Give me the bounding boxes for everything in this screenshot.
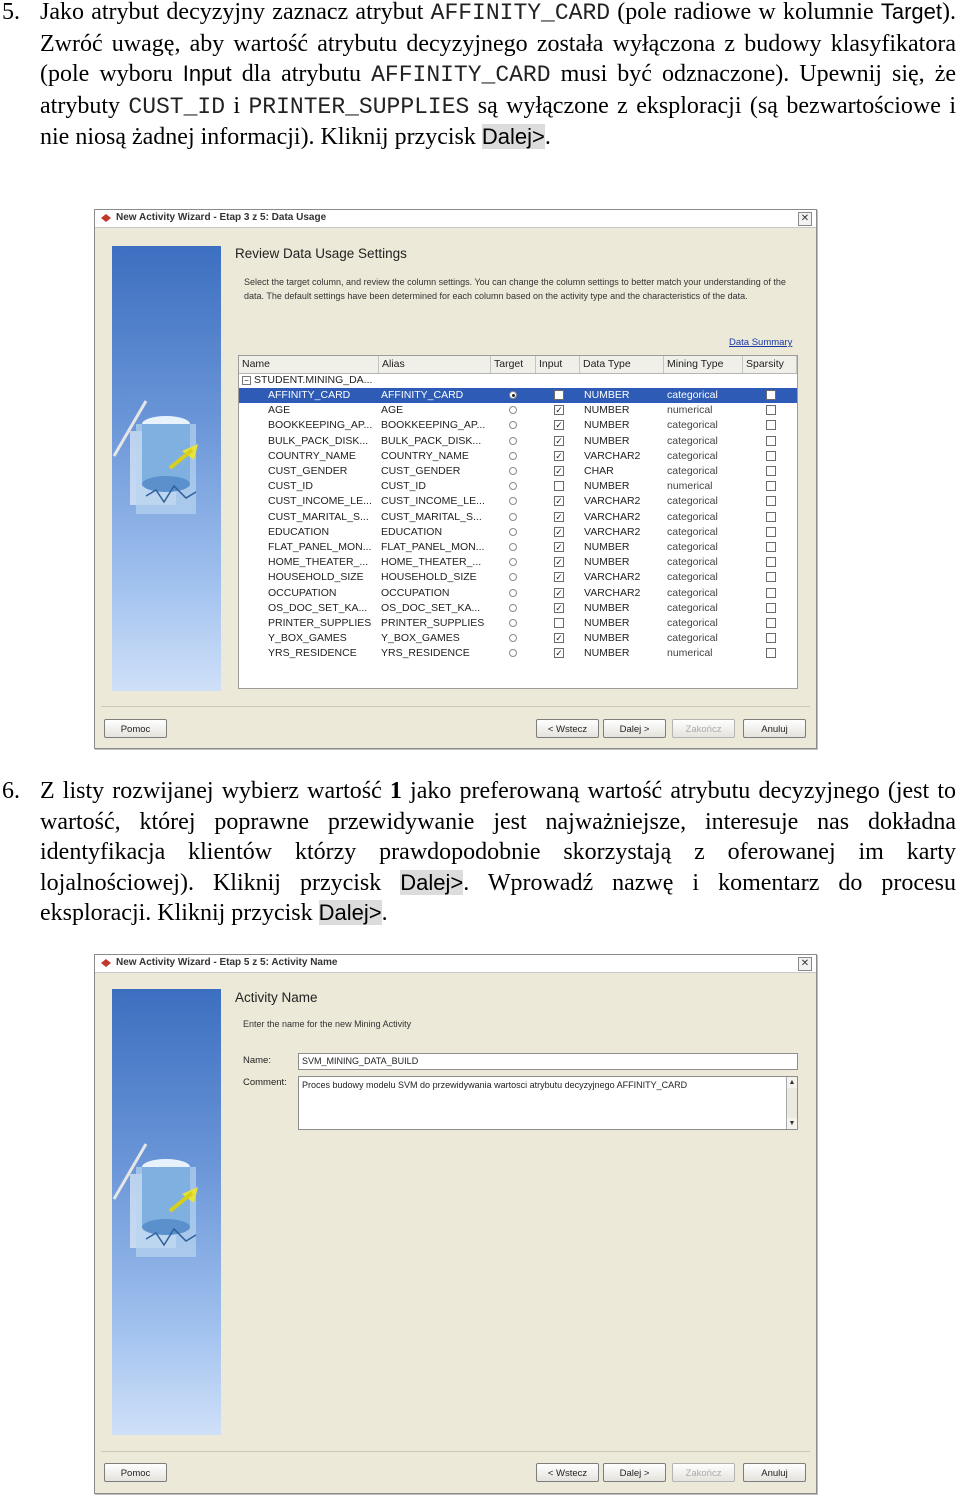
sparsity-checkbox[interactable] bbox=[766, 390, 776, 400]
cell-name: CUST_GENDER bbox=[268, 465, 348, 477]
cell-name: HOME_THEATER_... bbox=[268, 556, 369, 569]
preferred-value: 1 bbox=[389, 778, 402, 804]
attribute-name: CUST_ID bbox=[128, 93, 226, 120]
cell-mining-type[interactable]: categorical bbox=[667, 632, 718, 645]
cell-data-type: NUMBER bbox=[584, 389, 630, 401]
name-label: Name: bbox=[243, 1055, 271, 1066]
help-button[interactable]: Pomoc bbox=[104, 1463, 167, 1482]
sparsity-checkbox[interactable] bbox=[766, 496, 776, 506]
table-row[interactable] bbox=[239, 616, 797, 631]
sparsity-checkbox[interactable] bbox=[766, 527, 776, 537]
input-checkbox[interactable] bbox=[554, 390, 564, 400]
cell-mining-type[interactable]: categorical bbox=[667, 465, 718, 477]
input-checkbox[interactable]: ✓ bbox=[555, 420, 563, 431]
cell-alias[interactable]: FLAT_PANEL_MON... bbox=[381, 541, 485, 553]
cell-alias[interactable]: OS_DOC_SET_KA... bbox=[381, 601, 481, 614]
column-header-data-type[interactable]: Data Type bbox=[580, 356, 664, 373]
table-row[interactable] bbox=[239, 510, 797, 525]
cell-alias[interactable]: BULK_PACK_DISK... bbox=[381, 434, 482, 447]
sparsity-checkbox[interactable] bbox=[766, 512, 776, 522]
cell-mining-type[interactable]: categorical bbox=[667, 495, 718, 508]
cell-alias[interactable]: CUST_MARITAL_S... bbox=[381, 510, 482, 523]
input-checkbox[interactable]: ✓ bbox=[555, 648, 563, 659]
data-summary-link[interactable]: Data Summary bbox=[729, 337, 793, 348]
input-checkbox[interactable]: ✓ bbox=[555, 572, 563, 583]
button-separator bbox=[101, 706, 810, 707]
table-row[interactable] bbox=[239, 525, 797, 540]
input-checkbox[interactable]: ✓ bbox=[555, 633, 563, 644]
cell-alias[interactable]: AFFINITY_CARD bbox=[381, 389, 464, 401]
close-icon[interactable]: ✕ bbox=[798, 957, 812, 971]
table-row[interactable] bbox=[239, 388, 797, 403]
step-6-paragraph bbox=[0, 776, 958, 936]
cell-name: CUST_INCOME_LE... bbox=[268, 495, 372, 508]
cell-mining-type[interactable]: categorical bbox=[667, 571, 718, 584]
next-button-reference: Dalej> bbox=[481, 124, 545, 149]
wizard-window-data-usage bbox=[94, 209, 817, 749]
target-radio[interactable] bbox=[509, 421, 517, 429]
cell-alias[interactable]: OCCUPATION bbox=[381, 586, 450, 599]
wizard-side-graphic bbox=[112, 246, 221, 691]
input-checkbox[interactable]: ✓ bbox=[555, 587, 563, 598]
text-run: jako preferowaną wartość atrybutu decyzyjnego (jest to wartość, której poprawne przewidywanie jest najważniejsze, interesuje nas dokładna identyfikacja klientów którzy prawdopodobnie skorzystają z oferowanej im karty lojalnościowej). Kliknij przycisk bbox=[40, 778, 956, 896]
cell-alias[interactable]: CUST_ID bbox=[381, 480, 426, 493]
target-radio[interactable] bbox=[509, 543, 517, 551]
sparsity-checkbox[interactable] bbox=[766, 633, 776, 643]
text-run: są wyłączone z eksploracji (są bezwartościowe i nie niosą żadnej informacji). Kliknij przycisk bbox=[40, 92, 956, 150]
target-radio[interactable] bbox=[509, 513, 517, 521]
step-5-paragraph bbox=[0, 0, 958, 187]
target-radio[interactable] bbox=[509, 467, 517, 475]
cell-name: BOOKKEEPING_AP... bbox=[268, 419, 373, 432]
cell-name: EDUCATION bbox=[268, 525, 330, 538]
cell-alias[interactable]: Y_BOX_GAMES bbox=[381, 632, 460, 645]
cell-data-type: NUMBER bbox=[584, 632, 630, 645]
sparsity-checkbox[interactable] bbox=[766, 466, 776, 476]
cell-alias[interactable]: BOOKKEEPING_AP... bbox=[381, 419, 486, 432]
cell-name: PRINTER_SUPPLIES bbox=[268, 617, 372, 629]
scroll-up-icon[interactable]: ▲ bbox=[788, 1079, 796, 1086]
title-bar bbox=[95, 210, 816, 228]
target-radio[interactable] bbox=[509, 619, 517, 627]
cell-name: OS_DOC_SET_KA... bbox=[268, 601, 368, 614]
cell-data-type: NUMBER bbox=[584, 617, 630, 629]
target-radio[interactable] bbox=[509, 452, 517, 460]
target-radio[interactable] bbox=[509, 528, 517, 536]
comment-text: Proces budowy modelu SVM do przewidywania wartosci atrybutu decyzyjnego AFFINITY_CARD bbox=[302, 1080, 688, 1090]
sparsity-checkbox[interactable] bbox=[766, 436, 776, 446]
back-button[interactable]: < Wstecz bbox=[536, 1463, 599, 1482]
cell-data-type: NUMBER bbox=[584, 541, 630, 553]
text-run: ). Zwróć uwagę, aby wartość atrybutu decyzyjnego została wyłączona z budowy klasyfikatora (pole wyboru bbox=[40, 0, 956, 87]
sparsity-checkbox[interactable] bbox=[766, 648, 776, 658]
sparsity-checkbox[interactable] bbox=[766, 542, 776, 552]
cell-alias[interactable]: PRINTER_SUPPLIES bbox=[381, 617, 485, 629]
target-radio[interactable] bbox=[509, 649, 517, 657]
table-row[interactable] bbox=[239, 434, 797, 449]
step-number: 6. bbox=[2, 778, 20, 804]
wizard-window-activity-name bbox=[94, 954, 817, 1494]
cell-name: YRS_RESIDENCE bbox=[268, 647, 357, 660]
app-icon bbox=[100, 958, 112, 968]
cell-name: HOUSEHOLD_SIZE bbox=[268, 571, 364, 584]
input-checkbox[interactable]: ✓ bbox=[555, 405, 563, 416]
target-radio[interactable] bbox=[509, 406, 517, 414]
cell-alias[interactable]: CUST_GENDER bbox=[381, 465, 461, 477]
target-radio[interactable] bbox=[509, 604, 517, 612]
input-checkbox[interactable]: ✓ bbox=[555, 496, 563, 507]
column-header-sparsity[interactable]: Sparsity bbox=[743, 356, 797, 373]
target-radio[interactable] bbox=[509, 634, 517, 642]
cell-name: CUST_ID bbox=[268, 480, 313, 493]
back-button[interactable]: < Wstecz bbox=[536, 719, 599, 738]
cell-data-type: VARCHAR2 bbox=[584, 525, 641, 538]
column-header-name[interactable]: Name bbox=[239, 356, 379, 373]
input-checkbox[interactable]: ✓ bbox=[555, 557, 563, 568]
cell-data-type: VARCHAR2 bbox=[584, 571, 641, 584]
text-run: musi być odznaczone). Upewnij się, że atrybuty bbox=[40, 61, 957, 119]
cell-mining-type[interactable]: categorical bbox=[667, 434, 718, 447]
text-run: (pole radiowe w kolumnie bbox=[610, 0, 881, 25]
text-run: . bbox=[544, 124, 551, 150]
cell-mining-type[interactable]: categorical bbox=[667, 419, 718, 432]
title-bar bbox=[95, 955, 816, 973]
cell-data-type: NUMBER bbox=[584, 647, 630, 660]
input-checkbox[interactable]: ✓ bbox=[555, 526, 563, 537]
cell-mining-type[interactable]: categorical bbox=[667, 525, 718, 538]
activity-name-field[interactable]: SVM_MINING_DATA_BUILD bbox=[298, 1053, 798, 1070]
button-separator bbox=[101, 1451, 810, 1452]
cell-data-type: NUMBER bbox=[584, 434, 630, 447]
sparsity-checkbox[interactable] bbox=[766, 618, 776, 628]
sparsity-checkbox[interactable] bbox=[766, 481, 776, 491]
sparsity-checkbox[interactable] bbox=[766, 572, 776, 582]
step-5-text bbox=[40, 0, 956, 153]
cell-mining-type[interactable]: numerical bbox=[667, 480, 713, 493]
close-icon[interactable]: ✕ bbox=[798, 212, 812, 226]
cell-alias[interactable]: CUST_INCOME_LE... bbox=[381, 495, 485, 508]
cell-mining-type[interactable]: numerical bbox=[667, 404, 713, 417]
table-row[interactable] bbox=[239, 631, 797, 646]
table-row[interactable] bbox=[239, 479, 797, 494]
attribute-name: AFFINITY_CARD bbox=[371, 62, 551, 88]
cell-data-type: CHAR bbox=[584, 465, 614, 477]
ui-term: Target bbox=[880, 0, 942, 24]
step-6-text bbox=[40, 776, 956, 929]
sparsity-checkbox[interactable] bbox=[766, 420, 776, 430]
sparsity-checkbox[interactable] bbox=[766, 603, 776, 613]
input-checkbox[interactable]: ✓ bbox=[555, 511, 563, 522]
cell-name: Y_BOX_GAMES bbox=[268, 632, 347, 645]
sparsity-checkbox[interactable] bbox=[766, 588, 776, 598]
next-button-reference: Dalej> bbox=[318, 900, 382, 925]
cell-data-type: NUMBER bbox=[584, 404, 630, 417]
text-run: . Wprowadź nazwę i komentarz do procesu eksploracji. Kliknij przycisk bbox=[40, 869, 956, 926]
target-radio[interactable] bbox=[509, 482, 517, 490]
input-checkbox[interactable]: ✓ bbox=[555, 466, 563, 476]
text-run: . bbox=[381, 900, 388, 926]
cell-name: BULK_PACK_DISK... bbox=[268, 434, 369, 447]
cell-data-type: NUMBER bbox=[584, 419, 630, 432]
comment-label: Comment: bbox=[243, 1077, 287, 1088]
cell-alias[interactable]: HOME_THEATER_... bbox=[381, 556, 482, 569]
cell-name: FLAT_PANEL_MON... bbox=[268, 541, 372, 553]
table-row[interactable] bbox=[239, 646, 797, 661]
window-title: New Activity Wizard - Etap 5 z 5: Activity Name bbox=[116, 957, 338, 968]
page-heading: Activity Name bbox=[235, 990, 318, 1005]
cell-mining-type[interactable]: categorical bbox=[667, 586, 718, 599]
cell-data-type: VARCHAR2 bbox=[584, 495, 641, 508]
collapse-icon[interactable]: − bbox=[242, 376, 251, 385]
column-settings-grid bbox=[238, 355, 798, 689]
comment-scrollbar[interactable] bbox=[786, 1077, 797, 1129]
cell-mining-type[interactable]: categorical bbox=[667, 601, 718, 614]
page-heading: Review Data Usage Settings bbox=[235, 246, 407, 261]
app-icon bbox=[100, 213, 112, 223]
cell-mining-type[interactable]: numerical bbox=[667, 647, 713, 660]
cell-alias[interactable]: EDUCATION bbox=[381, 525, 443, 538]
database-wand-icon bbox=[112, 246, 221, 691]
cancel-button[interactable]: Anuluj bbox=[743, 719, 806, 738]
input-checkbox[interactable]: ✓ bbox=[555, 542, 563, 552]
text-run: i bbox=[225, 92, 249, 119]
cell-mining-type[interactable]: categorical bbox=[667, 449, 718, 462]
input-checkbox[interactable]: ✓ bbox=[555, 450, 563, 461]
cell-data-type: NUMBER bbox=[584, 480, 630, 493]
cell-alias[interactable]: COUNTRY_NAME bbox=[381, 449, 469, 462]
table-row[interactable] bbox=[239, 570, 797, 585]
text-run: Z listy rozwijanej wybierz wartość bbox=[40, 778, 390, 804]
cell-data-type: VARCHAR2 bbox=[584, 449, 641, 462]
next-button[interactable]: Dalej > bbox=[603, 1463, 666, 1482]
sparsity-checkbox[interactable] bbox=[766, 405, 776, 415]
table-row[interactable] bbox=[239, 540, 797, 555]
input-checkbox[interactable] bbox=[554, 618, 564, 628]
next-button[interactable]: Dalej > bbox=[603, 719, 666, 738]
cell-name: AGE bbox=[268, 404, 291, 417]
input-checkbox[interactable] bbox=[554, 481, 564, 491]
text-run: dla atrybutu bbox=[231, 61, 372, 87]
target-radio[interactable] bbox=[509, 437, 517, 445]
cell-mining-type[interactable]: categorical bbox=[667, 541, 718, 553]
cell-mining-type[interactable]: categorical bbox=[667, 389, 718, 401]
help-button[interactable]: Pomoc bbox=[104, 719, 167, 738]
table-row[interactable] bbox=[239, 464, 797, 479]
table-row[interactable] bbox=[239, 418, 797, 433]
cell-data-type: NUMBER bbox=[584, 601, 630, 614]
cell-name: AFFINITY_CARD bbox=[268, 389, 351, 401]
sparsity-checkbox[interactable] bbox=[766, 451, 776, 461]
table-row[interactable] bbox=[239, 494, 797, 509]
target-radio[interactable] bbox=[509, 391, 517, 399]
cell-name: CUST_MARITAL_S... bbox=[268, 510, 369, 523]
page-description: Select the target column, and review the column settings. You can change the column settings to better match your understanding of the data. The default settings have been determined for each column based on the activity type and the characteristics of the data. bbox=[244, 277, 786, 301]
column-header-alias[interactable]: Alias bbox=[379, 356, 491, 373]
tree-node-table[interactable] bbox=[239, 373, 797, 388]
cell-data-type: VARCHAR2 bbox=[584, 586, 641, 599]
cell-mining-type[interactable]: categorical bbox=[667, 510, 718, 523]
grid-header bbox=[239, 356, 797, 374]
target-radio[interactable] bbox=[509, 589, 517, 597]
sparsity-checkbox[interactable] bbox=[766, 557, 776, 567]
window-title: New Activity Wizard - Etap 3 z 5: Data Usage bbox=[116, 212, 327, 223]
cell-alias[interactable]: HOUSEHOLD_SIZE bbox=[381, 571, 477, 584]
cell-alias[interactable]: YRS_RESIDENCE bbox=[381, 647, 470, 660]
table-row[interactable] bbox=[239, 555, 797, 570]
cell-data-type: VARCHAR2 bbox=[584, 510, 641, 523]
database-wand-icon bbox=[112, 989, 221, 1435]
activity-comment-field[interactable] bbox=[298, 1076, 798, 1130]
input-checkbox[interactable]: ✓ bbox=[555, 435, 563, 446]
target-radio[interactable] bbox=[509, 573, 517, 581]
cell-mining-type[interactable]: categorical bbox=[667, 617, 718, 629]
cell-alias[interactable]: AGE bbox=[381, 404, 404, 417]
input-checkbox[interactable]: ✓ bbox=[555, 602, 563, 613]
target-radio[interactable] bbox=[509, 497, 517, 505]
next-button-reference: Dalej> bbox=[400, 869, 464, 895]
cancel-button[interactable]: Anuluj bbox=[743, 1463, 806, 1482]
tree-node-label: STUDENT.MINING_DA... bbox=[254, 374, 373, 386]
page-description: Enter the name for the new Mining Activity bbox=[243, 1019, 412, 1029]
attribute-name: AFFINITY_CARD bbox=[430, 0, 611, 26]
cell-name: COUNTRY_NAME bbox=[268, 449, 356, 462]
finish-button[interactable]: Zakończ bbox=[672, 1463, 735, 1482]
text-run: Jako atrybut decyzyjny zaznacz atrybut bbox=[40, 0, 431, 25]
ui-term: Input bbox=[182, 61, 232, 86]
table-row[interactable] bbox=[239, 403, 797, 418]
table-row[interactable] bbox=[239, 601, 797, 616]
target-radio[interactable] bbox=[509, 558, 517, 566]
table-row[interactable] bbox=[239, 586, 797, 601]
table-row[interactable] bbox=[239, 449, 797, 464]
column-header-target[interactable]: Target bbox=[491, 356, 536, 373]
finish-button[interactable]: Zakończ bbox=[672, 719, 735, 738]
step-number: 5. bbox=[2, 0, 20, 25]
column-header-mining-type[interactable]: Mining Type bbox=[664, 356, 743, 373]
cell-data-type: NUMBER bbox=[584, 556, 630, 569]
cell-mining-type[interactable]: categorical bbox=[667, 556, 718, 569]
wizard-side-graphic bbox=[112, 989, 221, 1435]
column-header-input[interactable]: Input bbox=[536, 356, 580, 373]
scroll-down-icon[interactable]: ▼ bbox=[788, 1120, 796, 1127]
attribute-name: PRINTER_SUPPLIES bbox=[248, 93, 470, 120]
cell-name: OCCUPATION bbox=[268, 586, 337, 599]
